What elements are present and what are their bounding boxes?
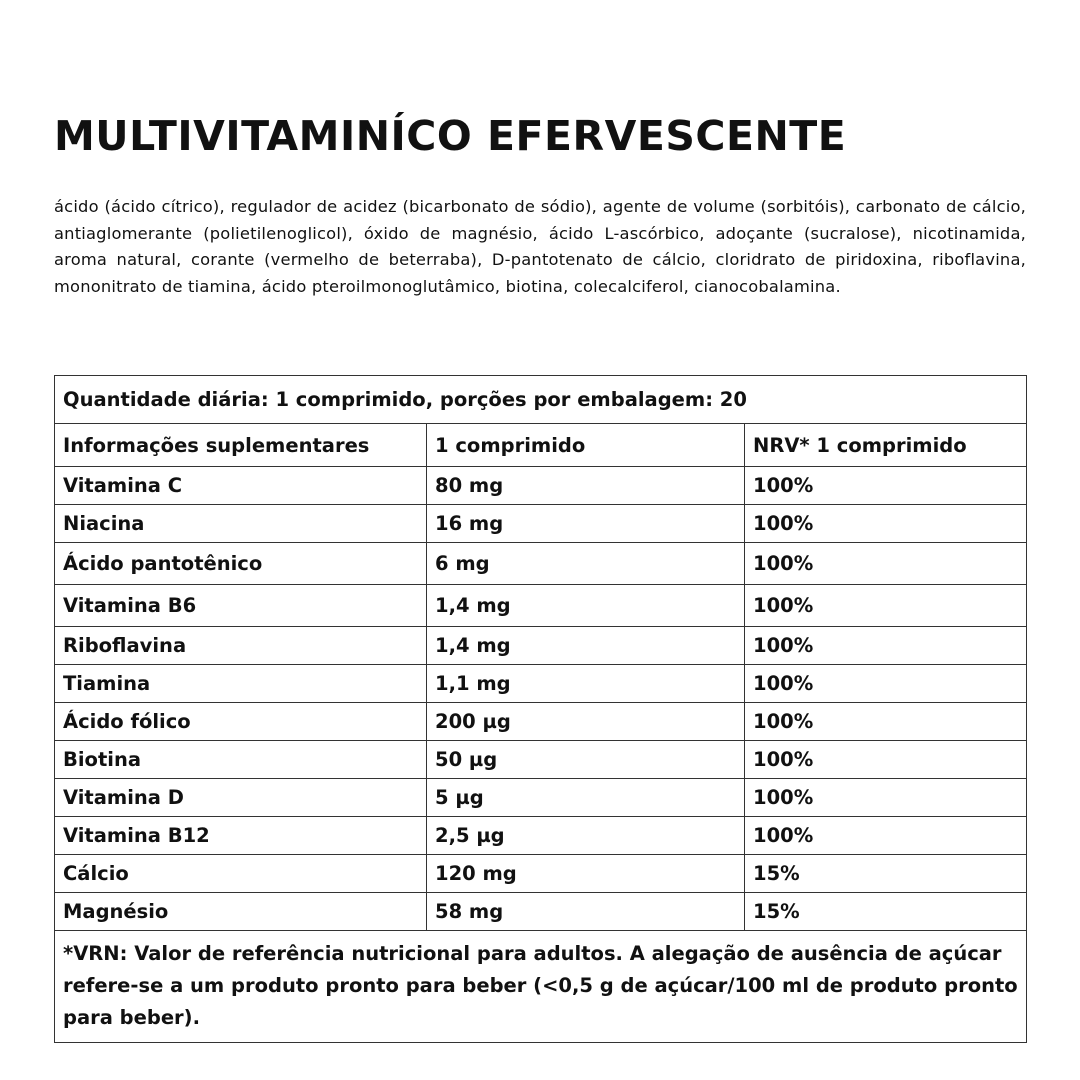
table-row (55, 585, 1027, 627)
header-per-tablet: 1 comprimido (427, 424, 745, 467)
nutrient-amount: 1,4 mg (427, 585, 745, 627)
nutrient-name: Niacina (55, 505, 427, 543)
nutrient-amount: 80 mg (427, 467, 745, 505)
nutrient-name: Ácido fólico (55, 703, 427, 741)
nutrient-nrv: 100% (745, 665, 1027, 703)
nutrient-nrv: 100% (745, 505, 1027, 543)
header-supplement-info: Informações suplementares (55, 424, 427, 467)
nutrient-name: Magnésio (55, 893, 427, 931)
ingredients-list: ácido (ácido cítrico), regulador de acidez (bicarbonato de sódio), agente de volume (sorbitóis), carbonato de cálcio, antiaglomerante (polietilenoglicol), óxido de magnésio, ácido L-ascórbico, adoçante (sucralose), nicotinamida, aroma natural, corante (vermelho de beterraba), D-pantotenato de cálcio, cloridrato de piridoxina, riboflavina, mononitrato de tiamina, ácido pteroilmonoglutâmico, biotina, colecalciferol, cianocobalamina. (54, 197, 1026, 296)
table-row (55, 505, 1027, 543)
nutrient-nrv: 100% (745, 467, 1027, 505)
table-header-row (55, 424, 1027, 467)
nutrient-nrv: 100% (745, 703, 1027, 741)
footnote-row (55, 931, 1027, 1043)
table-row (55, 855, 1027, 893)
nutrient-nrv: 15% (745, 893, 1027, 931)
table-row (55, 779, 1027, 817)
serving-info: Quantidade diária: 1 comprimido, porções por embalagem: 20 (55, 376, 1027, 424)
nutrient-name: Riboflavina (55, 627, 427, 665)
nutrient-amount: 6 mg (427, 543, 745, 585)
nutrient-amount: 50 µg (427, 741, 745, 779)
nutrient-nrv: 100% (745, 627, 1027, 665)
header-nrv-per-tablet: NRV* 1 comprimido (745, 424, 1027, 467)
nutrient-name: Vitamina B12 (55, 817, 427, 855)
nutrient-name: Cálcio (55, 855, 427, 893)
nutrient-name: Tiamina (55, 665, 427, 703)
nutrient-amount: 120 mg (427, 855, 745, 893)
nrv-footnote: *VRN: Valor de referência nutricional para adultos. A alegação de ausência de açúcar refere-se a um produto pronto para beber (<0,5 g de açúcar/100 ml de produto pronto para beber). (55, 931, 1027, 1043)
product-title: MULTIVITAMINÍCO EFERVESCENTE (54, 112, 847, 160)
nutrient-nrv: 100% (745, 817, 1027, 855)
nutrient-amount: 16 mg (427, 505, 745, 543)
table-row (55, 817, 1027, 855)
table-row (55, 627, 1027, 665)
nutrient-name: Vitamina C (55, 467, 427, 505)
table-row (55, 467, 1027, 505)
table-row (55, 893, 1027, 931)
nutrient-nrv: 15% (745, 855, 1027, 893)
table-row (55, 665, 1027, 703)
table-row (55, 543, 1027, 585)
nutrient-name: Ácido pantotênico (55, 543, 427, 585)
nutrient-name: Biotina (55, 741, 427, 779)
table-row (55, 741, 1027, 779)
nutrient-nrv: 100% (745, 779, 1027, 817)
nutrient-nrv: 100% (745, 741, 1027, 779)
nutrient-amount: 58 mg (427, 893, 745, 931)
nutrient-amount: 1,4 mg (427, 627, 745, 665)
serving-info-row (55, 376, 1027, 424)
nutrient-nrv: 100% (745, 543, 1027, 585)
supplement-facts-table (54, 375, 1027, 1043)
nutrient-nrv: 100% (745, 585, 1027, 627)
nutrient-name: Vitamina B6 (55, 585, 427, 627)
nutrient-amount: 1,1 mg (427, 665, 745, 703)
nutrient-name: Vitamina D (55, 779, 427, 817)
table-row (55, 703, 1027, 741)
nutrient-amount: 5 µg (427, 779, 745, 817)
nutrient-amount: 200 µg (427, 703, 745, 741)
nutrient-amount: 2,5 µg (427, 817, 745, 855)
